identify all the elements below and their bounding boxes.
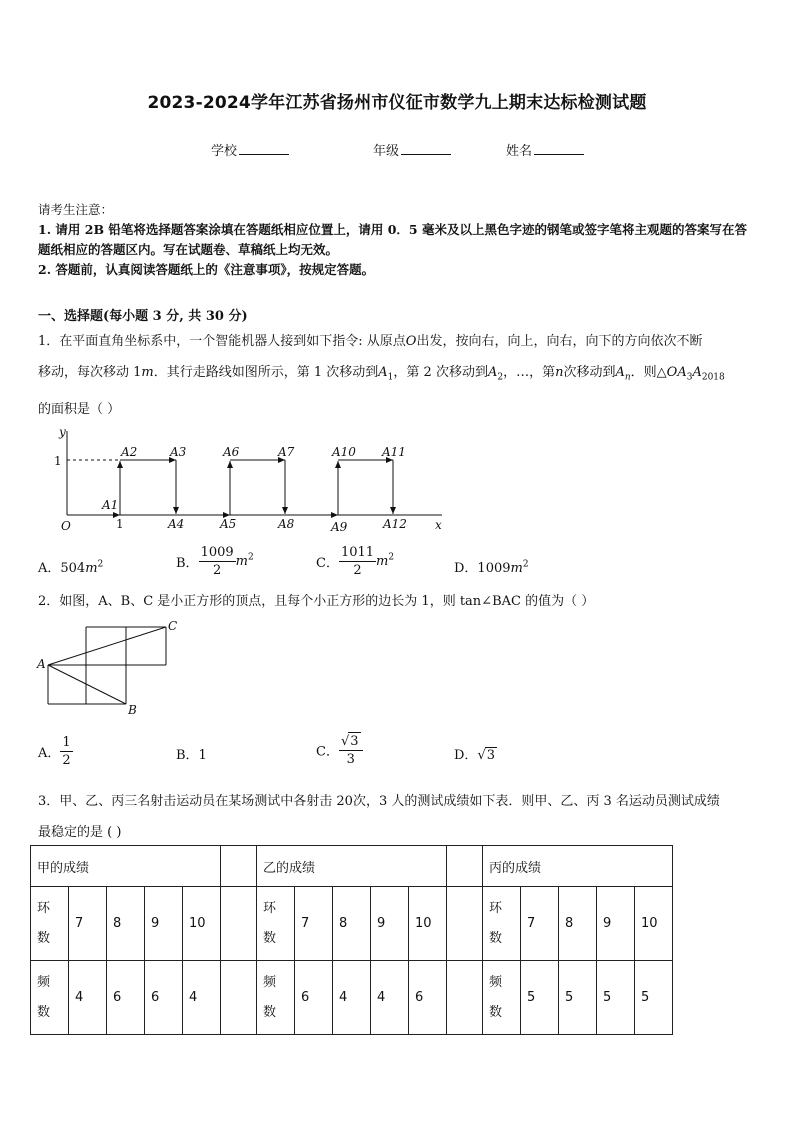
q2-opt-a-den: 2 xyxy=(62,753,71,768)
school-label: 学校 xyxy=(211,144,238,159)
freq-label-2: 数 xyxy=(37,1004,51,1020)
freq-label-2: 数 xyxy=(263,1004,277,1020)
q1-tri-a3-sub: 3 xyxy=(686,372,693,383)
q2-opt-c-num xyxy=(339,732,363,751)
jia-ring-10: 10 xyxy=(183,887,221,961)
name-label: 姓名 xyxy=(506,144,533,159)
q2-opt-b-label: B．1 xyxy=(176,748,207,763)
q1-line1: 1．在平面直角坐标系中，一个智能机器人接到如下指令: 从原点 xyxy=(38,334,406,349)
jia-freq-7: 4 xyxy=(69,961,107,1035)
q1-unit: m xyxy=(141,365,154,380)
label-A6: A6 xyxy=(223,445,240,459)
q1-opt-d-text: D．1009 xyxy=(454,561,511,576)
freq-label-1: 频 xyxy=(263,974,277,990)
jia-freq-9: 6 xyxy=(145,961,183,1035)
name-blank[interactable] xyxy=(534,142,584,155)
q1-origin: O xyxy=(405,334,417,349)
q1-line1b: 出发，按向右，向上，向右，向下的方向依次不断 xyxy=(416,334,703,349)
q1-area-question: 的面积是（ ） xyxy=(38,401,121,417)
label-A3: A3 xyxy=(170,445,187,459)
yi-ring-8: 8 xyxy=(333,887,371,961)
score-table xyxy=(30,845,673,1035)
q1-opt-b-label: B． xyxy=(176,556,199,571)
ring-label-2: 数 xyxy=(489,930,503,946)
table-row-freq xyxy=(31,961,673,1035)
freq-label-1: 频 xyxy=(489,974,503,990)
point-A-label: A xyxy=(37,657,46,671)
q2-opt-c-radicand: 3 xyxy=(350,734,359,749)
q1-opt-b-den: 2 xyxy=(212,563,222,578)
label-A10: A10 xyxy=(332,445,356,459)
q1-a1: A xyxy=(378,365,388,380)
q1-option-a[interactable] xyxy=(38,557,103,576)
name-field[interactable] xyxy=(506,140,584,159)
q1-opt-a-unit: m xyxy=(85,561,98,576)
label-A12: A12 xyxy=(383,517,407,531)
yi-freq-9: 4 xyxy=(371,961,409,1035)
q2-option-b[interactable] xyxy=(176,744,207,763)
q2-opt-c-den: 3 xyxy=(346,752,355,767)
gap-cell xyxy=(221,846,257,887)
ring-label-1: 环 xyxy=(489,900,503,916)
q1-option-c[interactable] xyxy=(316,544,394,579)
freq-label-2: 数 xyxy=(489,1004,503,1020)
q1-move-c: ，第 2 次移动到 xyxy=(393,365,488,380)
ring-label xyxy=(257,887,295,961)
jia-freq-10: 4 xyxy=(183,961,221,1035)
gap-cell xyxy=(447,846,483,887)
grid-triangle-figure xyxy=(36,618,186,718)
notice-heading: 请考生注意： xyxy=(38,202,114,217)
section-heading: 一、选择题(每小题 3 分, 共 30 分) xyxy=(38,309,248,324)
bing-freq-7: 5 xyxy=(521,961,559,1035)
header-yi: 乙的成绩 xyxy=(257,846,447,887)
tick-y-1: 1 xyxy=(54,454,62,468)
table-header-row xyxy=(31,846,673,887)
label-y: y xyxy=(59,425,66,439)
q1-move-e: 次移动到 xyxy=(563,365,616,380)
label-A9: A9 xyxy=(331,520,348,534)
q2-option-d[interactable] xyxy=(454,744,497,763)
q1-opt-c-den: 2 xyxy=(353,563,362,578)
q1-opt-a-sq: 2 xyxy=(97,559,104,570)
label-A11: A11 xyxy=(382,445,406,459)
gap-cell xyxy=(221,887,257,961)
q1-move-a: 移动，每次移动 1 xyxy=(38,365,142,380)
q1-opt-c-label: C． xyxy=(316,556,339,571)
yi-ring-10: 10 xyxy=(409,887,447,961)
q2-opt-a-num: 1 xyxy=(62,735,71,750)
bing-ring-9: 9 xyxy=(597,887,635,961)
q1-tri-a2018-sub: 2018 xyxy=(701,372,725,383)
q1-an-sub: n xyxy=(624,372,631,383)
question-3-text xyxy=(38,786,760,848)
bing-ring-8: 8 xyxy=(559,887,597,961)
freq-label-1: 频 xyxy=(37,974,51,990)
student-info-fields xyxy=(0,140,794,160)
ring-label-1: 环 xyxy=(37,900,51,916)
q1-opt-b-frac xyxy=(199,544,236,579)
q2-opt-c-frac xyxy=(339,732,363,768)
gap-cell xyxy=(221,961,257,1035)
question-2-text: 2．如图，A、B、C 是小正方形的顶点，且每个小正方形的边长为 1，则 tan∠BAC 的值为（ ） xyxy=(38,594,595,609)
q1-move-b: ．其行走路线如图所示，第 1 次移动到 xyxy=(153,365,379,380)
q1-opt-a-text: A．504 xyxy=(38,561,86,576)
freq-label xyxy=(31,961,69,1035)
gap-cell xyxy=(447,887,483,961)
yi-freq-7: 6 xyxy=(295,961,333,1035)
q2-opt-d-label: D． xyxy=(454,748,478,763)
q1-opt-c-unit: m xyxy=(376,554,389,569)
q1-option-d[interactable] xyxy=(454,557,529,576)
q1-option-b[interactable] xyxy=(176,544,254,579)
q2-option-a[interactable] xyxy=(38,734,73,769)
jia-ring-7: 7 xyxy=(69,887,107,961)
bing-ring-7: 7 xyxy=(521,887,559,961)
grade-label: 年级 xyxy=(373,144,400,159)
q2-opt-d-root: √ xyxy=(477,748,486,763)
label-A1: A1 xyxy=(102,498,119,512)
bing-freq-10: 5 xyxy=(635,961,673,1035)
ring-label xyxy=(31,887,69,961)
q1-opt-b-sq: 2 xyxy=(247,552,254,563)
ring-label-1: 环 xyxy=(263,900,277,916)
q1-opt-d-unit: m xyxy=(510,561,523,576)
label-A5: A5 xyxy=(220,517,237,531)
grade-blank[interactable] xyxy=(401,142,451,155)
ring-label-2: 数 xyxy=(37,930,51,946)
q1-a2-sub: 2 xyxy=(497,372,504,383)
bing-freq-8: 5 xyxy=(559,961,597,1035)
q1-move-f: ．则△ xyxy=(630,365,667,380)
q1-tri-a3: A xyxy=(677,365,687,380)
q1-opt-d-sq: 2 xyxy=(522,559,529,570)
point-B-label: B xyxy=(128,703,137,717)
school-blank[interactable] xyxy=(239,142,289,155)
label-A4: A4 xyxy=(168,517,185,531)
q1-an: A xyxy=(615,365,625,380)
notice-block xyxy=(38,200,758,280)
freq-label xyxy=(483,961,521,1035)
gap-cell xyxy=(447,961,483,1035)
yi-ring-7: 7 xyxy=(295,887,333,961)
q2-opt-a-frac xyxy=(60,734,72,769)
q1-opt-b-num: 1009 xyxy=(200,545,234,560)
ring-label-2: 数 xyxy=(263,930,277,946)
q1-move-d: ，…，第 xyxy=(503,365,556,380)
header-jia: 甲的成绩 xyxy=(31,846,221,887)
q1-a1-sub: 1 xyxy=(387,372,394,383)
q2-opt-a-label: A． xyxy=(38,746,61,761)
yi-freq-10: 6 xyxy=(409,961,447,1035)
page-title: 2023-2024学年江苏省扬州市仪征市数学九上期末达标检测试题 xyxy=(147,93,647,113)
yi-freq-8: 4 xyxy=(333,961,371,1035)
q3-line2: 最稳定的是 ( ) xyxy=(38,825,122,840)
freq-label xyxy=(257,961,295,1035)
notice-item-2: 2. 答题前，认真阅读答题纸上的《注意事项》，按规定答题。 xyxy=(38,262,375,277)
bing-freq-9: 5 xyxy=(597,961,635,1035)
tick-x-1: 1 xyxy=(116,517,124,531)
grade-field[interactable] xyxy=(373,140,451,159)
q2-opt-c-root: √ xyxy=(340,734,350,749)
q1-tri-a2018: A xyxy=(692,365,702,380)
q2-opt-c-label: C． xyxy=(316,744,339,760)
notice-item-1: 1. 请用 2B 铅笔将选择题答案涂填在答题纸相应位置上，请用 0．5 毫米及以上黑色字迹的钢笔或签字笔将主观题的答案写在答题纸相应的答题区内。写在试题卷、草稿纸上均无效。 xyxy=(38,222,747,257)
label-x: x xyxy=(435,518,442,532)
q1-opt-c-sq: 2 xyxy=(388,552,395,563)
q2-opt-d-radicand: 3 xyxy=(486,748,496,763)
robot-path-figure xyxy=(50,425,450,537)
point-C-label: C xyxy=(168,619,178,633)
label-A2: A2 xyxy=(121,445,138,459)
table-row-rings xyxy=(31,887,673,961)
label-origin: O xyxy=(61,519,71,533)
question-1-text xyxy=(38,326,760,425)
bing-ring-10: 10 xyxy=(635,887,673,961)
label-A7: A7 xyxy=(278,445,295,459)
jia-ring-8: 8 xyxy=(107,887,145,961)
q1-a2: A xyxy=(487,365,498,380)
yi-ring-9: 9 xyxy=(371,887,409,961)
ring-label xyxy=(483,887,521,961)
q1-tri-o: O xyxy=(666,365,678,380)
school-field[interactable] xyxy=(211,140,289,159)
q1-n: n xyxy=(555,365,564,380)
q1-opt-b-unit: m xyxy=(235,554,248,569)
q1-opt-c-num: 1011 xyxy=(340,545,375,560)
header-bing: 丙的成绩 xyxy=(483,846,673,887)
jia-freq-8: 6 xyxy=(107,961,145,1035)
q3-line1: 3．甲、乙、丙三名射击运动员在某场测试中各射击 20次，3 人的测试成绩如下表．则甲、乙、丙 3 名运动员测试成绩 xyxy=(38,794,720,809)
label-A8: A8 xyxy=(278,517,295,531)
q1-opt-c-frac xyxy=(339,544,376,579)
q2-option-c[interactable] xyxy=(316,732,363,768)
jia-ring-9: 9 xyxy=(145,887,183,961)
